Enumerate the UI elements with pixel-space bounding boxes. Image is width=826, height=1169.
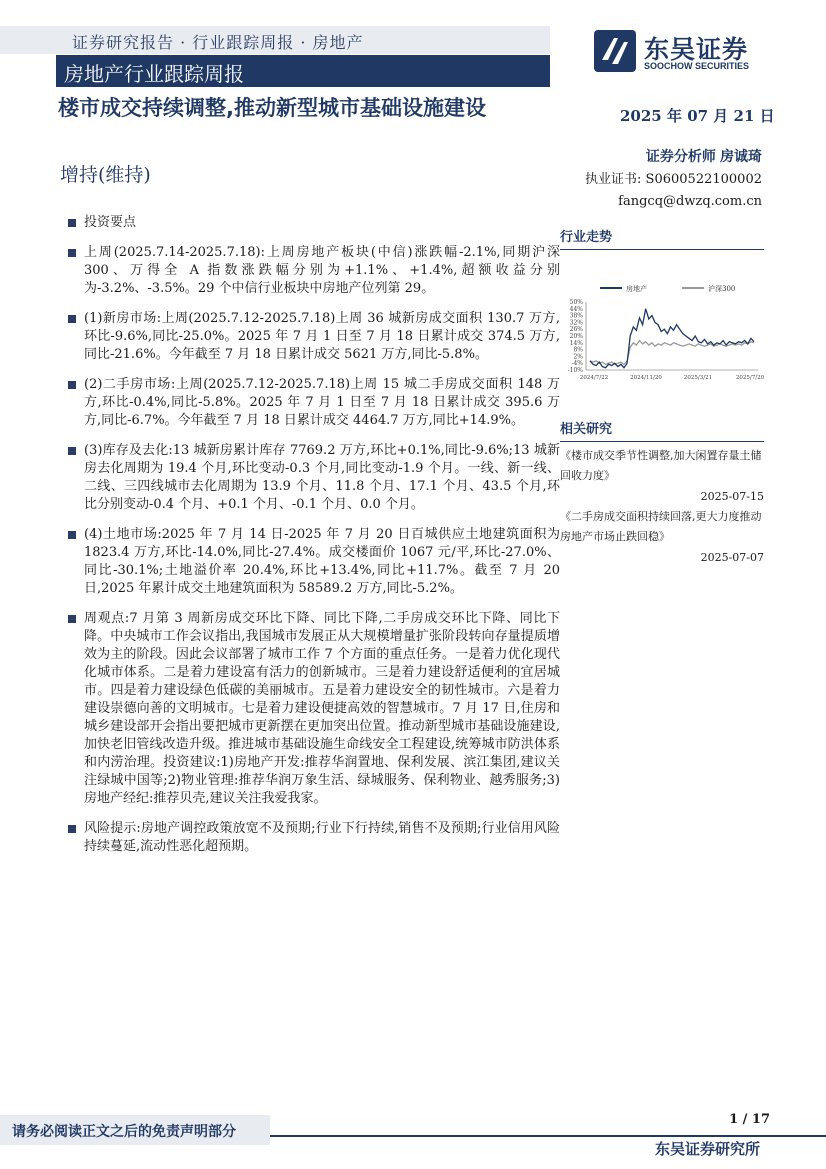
related-date-2: 2025-07-07: [700, 551, 764, 564]
analyst-email[interactable]: fangcq@dwzq.com.cn: [618, 194, 762, 209]
y-tick-label: 32%: [569, 319, 583, 327]
logo-name-en: SOOCHOW SECURITIES: [644, 61, 750, 71]
sidebar: [560, 226, 764, 564]
analyst-name: 房诚琦: [720, 149, 762, 165]
y-tick-label: 38%: [569, 312, 583, 320]
key-point-second-hand: (2)二手房市场:上周(2025.7.12-2025.7.18)上周 15 城二手房成交面积 148 万方,环比-0.4%,同比-5.8%。2025 年 7 月 1 日至 7 月 18 日累计成交 395.6 万方,同比-6.7%。今年截至 7 月 18 日累计成交 4464.7 万方,同比+14.9%。: [66, 376, 560, 430]
key-point-risk: 风险提示:房地产调控政策放宽不及预期;行业下行持续,销售不及预期;行业信用风险持续蔓延,流动性恶化超预期。: [66, 820, 560, 856]
y-tick-label: 50%: [569, 299, 583, 306]
x-tick-label: 2024/11/20: [630, 375, 662, 381]
logo-mark-icon: [594, 30, 636, 72]
report-type: 房地产行业跟踪周报: [64, 62, 244, 86]
y-tick-label: 44%: [569, 305, 583, 313]
legend-label: 房地产: [626, 285, 647, 293]
key-point-heading: 投资要点: [66, 214, 560, 232]
trend-chart-svg: [560, 258, 764, 388]
report-category-path: 证券研究报告 · 行业跟踪周报 · 房地产: [72, 33, 364, 52]
series-line: [590, 309, 754, 368]
key-point-inventory: (3)库存及去化:13 城新房累计库存 7769.2 万方,环比+0.1%,同比-9.6%;13 城新房去化周期为 19.4 个月,环比变动-0.3 个月,同比变动-1.9 个月。一线、新一线、二线、三四线城市去化周期为 13.9 个月、11.8 个月、17.1 个月、43.5 个月,环比分别变动-0.4 个月、+0.1 个月、-0.1 个月、0.0 个月。: [66, 442, 560, 514]
analyst-title: 证券分析师: [645, 149, 716, 165]
y-tick-label: -4%: [571, 360, 583, 368]
trend-title: 行业走势: [560, 226, 764, 250]
y-tick-label: 20%: [569, 333, 583, 340]
related-item-1[interactable]: 《楼市成交季节性调整,加大闲置存量土储回收力度》: [560, 449, 762, 482]
related-title: 相关研究: [560, 418, 764, 442]
key-points: [66, 214, 560, 868]
x-tick-label: 2025/7/20: [735, 375, 764, 381]
y-tick-label: 8%: [573, 346, 583, 354]
key-point-weekly-view: 周观点:7 月第 3 周新房成交环比下降、同比下降,二手房成交环比下降、同比下降。中央城市工作会议指出,我国城市发展正从大规模增量扩张阶段转向存量提质增效为主的阶段。因此会议部署了城市工作 7 个方面的重点任务。一是着力优化现代化城市体系。二是着力建设富有活力的创新城市。三是着力建设舒适便利的宜居城市。四是着力建设绿色低碳的美丽城市。五是着力建设安全的韧性城市。六是着力建设崇德向善的文明城市。七是着力建设便捷高效的智慧城市。7 月 17 日,住房和城乡建设部开会指出要把城市更新摆在更加突出位置。推动新型城市基础设施建设,加快老旧管线改造升级。推进城市基础设施生命线安全工程建设,统筹城市防洪体系和内涝治理。投资建议:1)房地产开发:推荐华润置地、保利发展、滨江集团,建议关注绿城中国等;2)物业管理:推荐华润万象生活、绿城服务、保利物业、越秀服务;3)房地产经纪:推荐贝壳,建议关注我爱我家。: [66, 610, 560, 808]
series-line: [590, 341, 754, 365]
legend-label: 沪深300: [708, 285, 736, 293]
y-tick-label: 2%: [573, 353, 583, 361]
analyst-license: 执业证书: S0600522100002: [585, 172, 762, 187]
analyst-line: [585, 146, 762, 169]
analyst-block: [585, 146, 762, 213]
y-tick-label: 14%: [569, 339, 583, 347]
report-type-bar: [56, 55, 550, 87]
page-number: 1 / 17: [729, 1112, 770, 1127]
rating: 增持(维持): [60, 164, 151, 186]
related-date-1: 2025-07-15: [700, 490, 764, 503]
key-point-weekly-market: 上周(2025.7.14-2025.7.18):上周房地产板块(中信)涨跌幅-2.1%,同期沪深 300、万得全 A 指数涨跌幅分别为+1.1%、+1.4%,超额收益分别为-3.2%、-3.5%。29 个中信行业板块中房地产位列第 29。: [66, 244, 560, 298]
y-tick-label: -10%: [567, 367, 583, 374]
trend-chart: [560, 258, 764, 388]
report-category-bar: [0, 26, 550, 54]
logo-name-cn: 东吴证券: [644, 35, 749, 64]
key-point-land: (4)土地市场:2025 年 7 月 14 日-2025 年 7 月 20 日百城供应土地建筑面积为 1823.4 万方,环比-14.0%,同比-27.4%。成交楼面价 1067 元/平,环比-27.0%、同比-30.1%;土地溢价率 20.4%,环比+13.4%,同比+11.7%。截至 7 月 20 日,2025 年累计成交土地建筑面积为 58589.2 万方,同比-5.2%。: [66, 526, 560, 598]
company-logo: [594, 30, 774, 74]
report-headline: 楼市成交持续调整,推动新型城市基础设施建设: [58, 96, 486, 120]
disclaimer-bar: [0, 1115, 270, 1145]
disclaimer-text: 请务必阅读正文之后的免责声明部分: [12, 1124, 236, 1140]
y-tick-label: 26%: [569, 326, 583, 334]
report-date: 2025 年 07 月 21 日: [620, 107, 775, 125]
x-tick-label: 2024/7/22: [579, 375, 609, 381]
key-point-new-home: (1)新房市场:上周(2025.7.12-2025.7.18)上周 36 城新房成交面积 130.7 万方,环比-9.6%,同比-25.0%。2025 年 7 月 1 日至 7 月 18 日累计成交 374.5 万方,同比-21.6%。今年截至 7 月 18 日累计成交 5621 万方,同比-5.8%。: [66, 310, 560, 364]
footer-institute: 东吴证券研究所: [654, 1140, 760, 1158]
related-item-2[interactable]: 《二手房成交面积持续回落,更大力度推动房地产市场止跌回稳》: [560, 510, 762, 543]
x-tick-label: 2025/3/21: [683, 375, 713, 381]
